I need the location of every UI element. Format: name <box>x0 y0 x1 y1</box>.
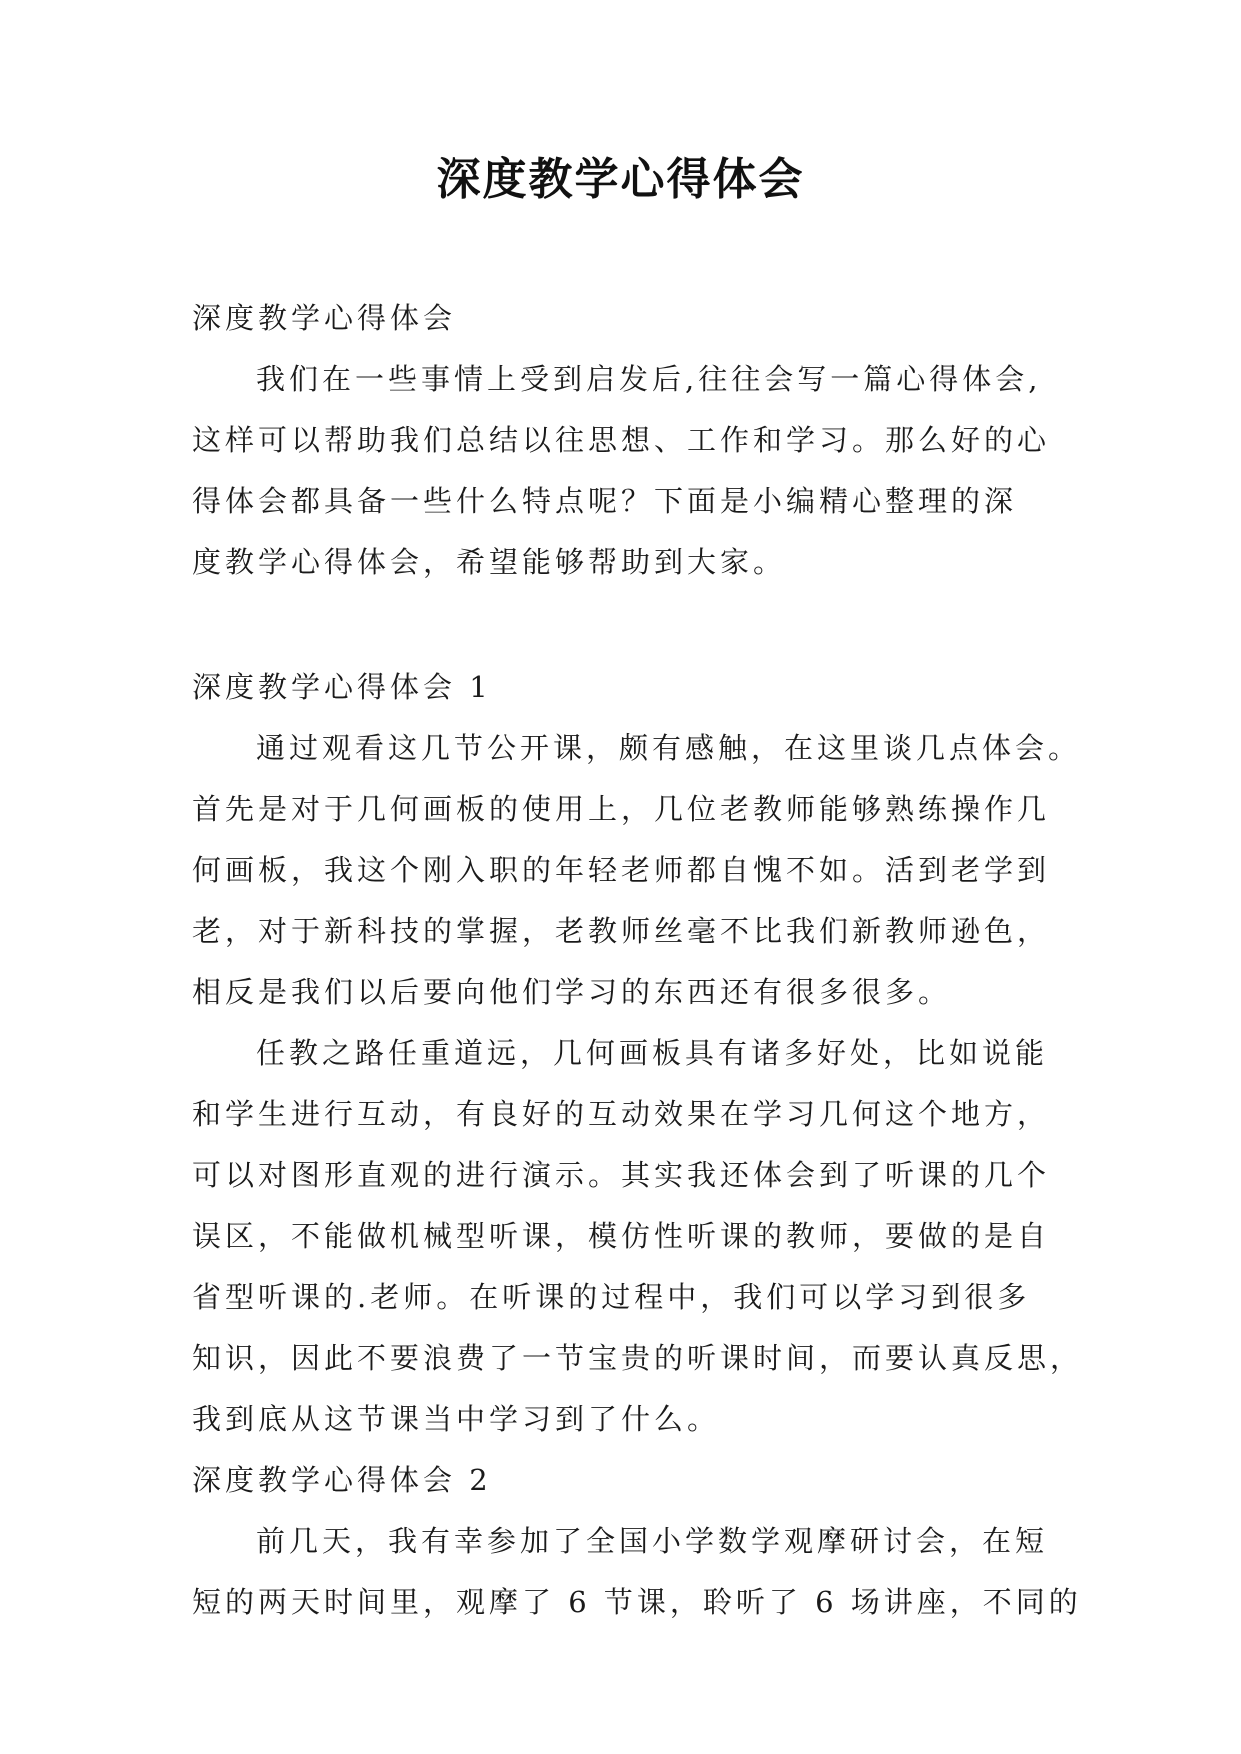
paragraph-line: 知识，因此不要浪费了一节宝贵的听课时间，而要认真反思， <box>192 1341 1084 1375</box>
section-spacer <box>192 593 1062 657</box>
paragraph-line: 和学生进行互动，有良好的互动效果在学习几何这个地方， <box>192 1097 1051 1131</box>
paragraph-line: 通过观看这几节公开课，颇有感触，在这里谈几点体会。 <box>256 731 1082 765</box>
paragraph-line: 这样可以帮助我们总结以往思想、工作和学习。那么好的心 <box>192 423 1051 457</box>
document-title: 深度教学心得体会 <box>436 154 805 205</box>
paragraph-line: 省型听课的.老师。在听课的过程中，我们可以学习到很多 <box>192 1280 1031 1314</box>
paragraph-line: 相反是我们以后要向他们学习的东西还有很多很多。 <box>192 975 952 1009</box>
paragraph-line: 首先是对于几何画板的使用上，几位老教师能够熟练操作几 <box>192 792 1051 826</box>
paragraph-line: 前几天，我有幸参加了全国小学数学观摩研讨会，在短 <box>256 1524 1049 1558</box>
paragraph-line: 任教之路任重道远，几何画板具有诸多好处，比如说能 <box>256 1036 1049 1070</box>
paragraph-line: 误区，不能做机械型听课，模仿性听课的教师，要做的是自 <box>192 1219 1051 1253</box>
section-heading-1: 深度教学心得体会 1 <box>192 670 492 704</box>
document-body <box>192 288 1084 1633</box>
paragraph-line: 我们在一些事情上受到启发后,往往会写一篇心得体会, <box>256 362 1042 396</box>
paragraph-line: 老，对于新科技的掌握，老教师丝毫不比我们新教师逊色， <box>192 914 1051 948</box>
paragraph-line: 我到底从这节课当中学习到了什么。 <box>192 1402 721 1436</box>
paragraph-line: 何画板，我这个刚入职的年轻老师都自愧不如。活到老学到 <box>192 853 1051 887</box>
paragraph-line: 度教学心得体会，希望能够帮助到大家。 <box>192 545 787 579</box>
intro-heading: 深度教学心得体会 <box>192 301 457 335</box>
section-heading-2: 深度教学心得体会 2 <box>192 1463 492 1497</box>
paragraph-line: 可以对图形直观的进行演示。其实我还体会到了听课的几个 <box>192 1158 1051 1192</box>
paragraph-line: 短的两天时间里，观摩了 6 节课，聆听了 6 场讲座，不同的 <box>192 1585 1082 1619</box>
paragraph-line: 得体会都具备一些什么特点呢？下面是小编精心整理的深 <box>192 484 1018 518</box>
